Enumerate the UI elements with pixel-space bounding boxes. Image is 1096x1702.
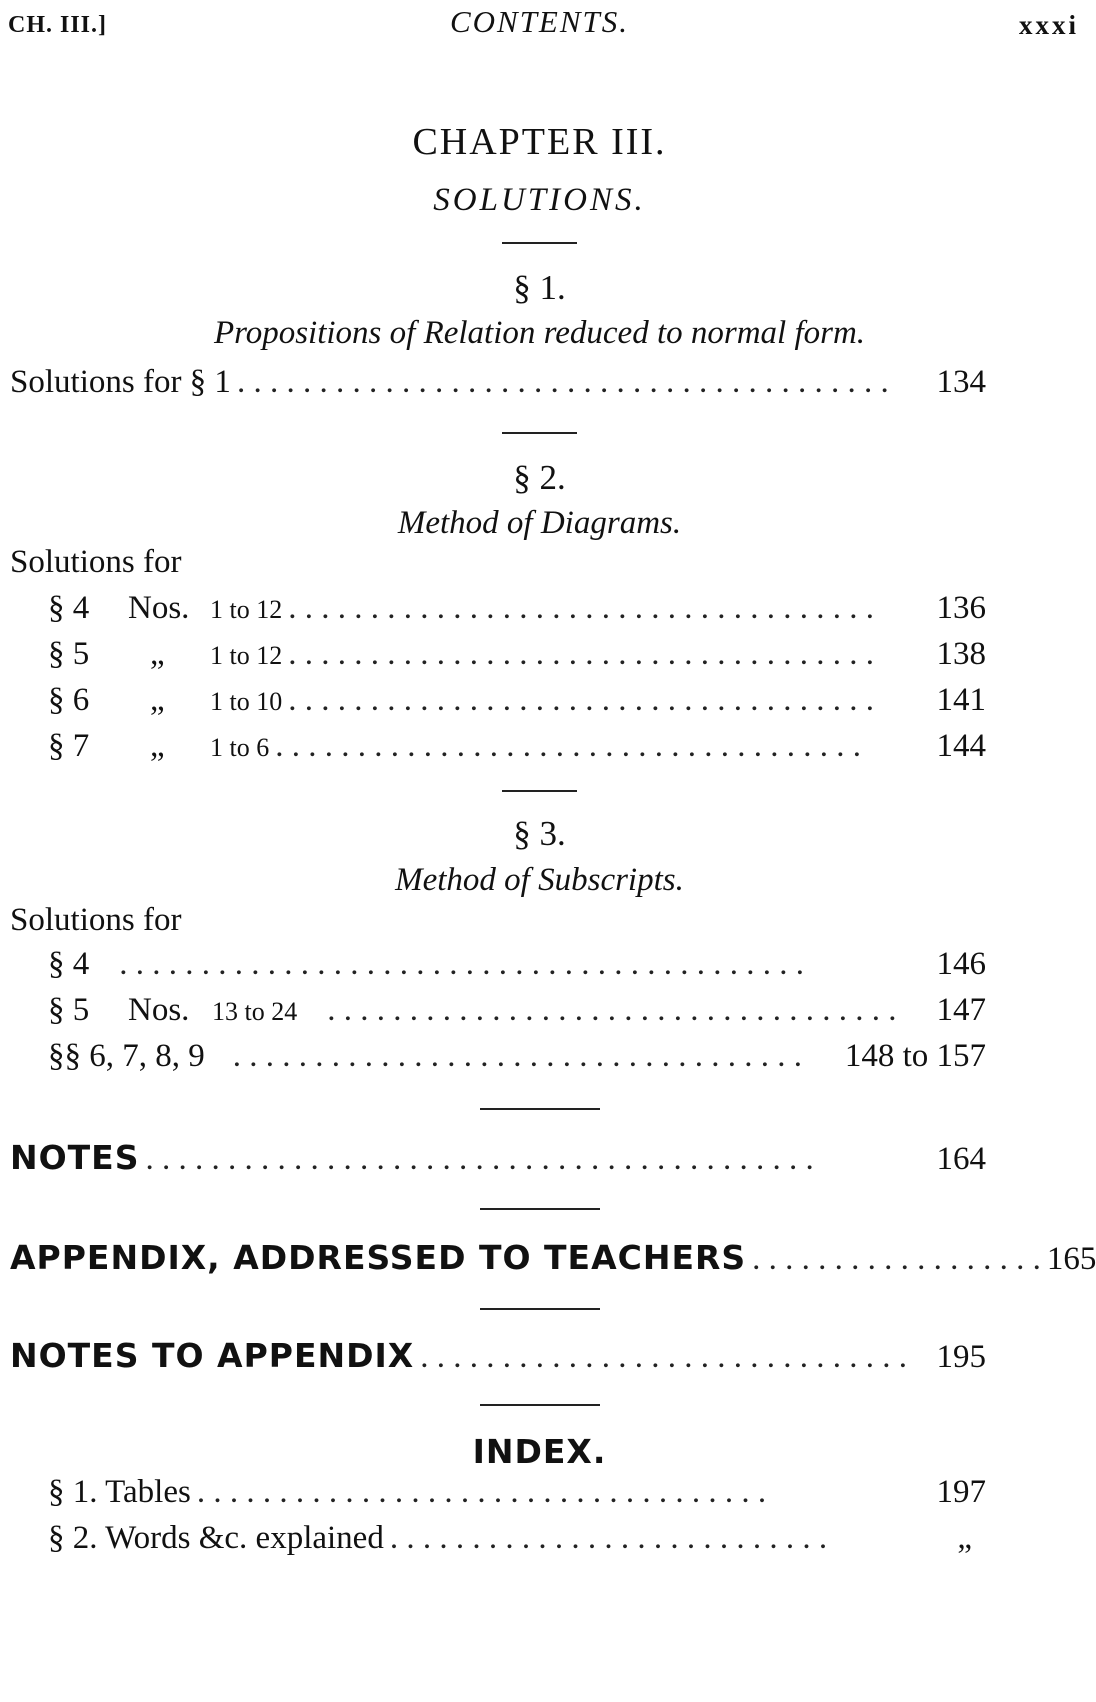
section-2-caption: Method of Diagrams. [397,505,682,541]
section-3-caption: Method of Subscripts. [395,862,684,898]
toc-entry[interactable] [48,1520,986,1557]
toc-entry[interactable] [48,992,986,1029]
leader-dots: . . . . . . . . . . . . . . . . . . . . . . . . . . . . . . . . . . . . [288,682,874,718]
divider [502,432,577,434]
index-title: INDEX. [472,1432,607,1471]
toc-entry-notes[interactable] [10,1138,986,1178]
divider [480,1404,600,1406]
running-header-chapter: CH. III.] [8,12,108,38]
toc-entry-label: § 2. Words &c. explained [48,1520,384,1556]
toc-entry-section: § 4 [48,946,90,982]
solutions-for-label: Solutions for [10,544,182,580]
toc-entry-label: NOTES TO APPENDIX [10,1336,415,1375]
running-header-title: CONTENTS. [449,4,630,39]
toc-entry-range: 1 to 12 [210,595,283,624]
leader-dots: . . . . . . . . . . . . . . . . . . . . . . . . . . . [389,1520,828,1556]
toc-entry-section: § 4 [48,590,90,626]
section-2-mark: § 2. [513,458,566,497]
toc-entry-page: 146 [936,946,986,982]
toc-entry-section: § 5 [48,992,90,1028]
toc-entry-label: NOTES [10,1138,140,1177]
divider [480,1108,600,1110]
leader-dots: . . . . . . . . . . . . . . . . . . [752,1241,1041,1277]
section-3-mark: § 3. [513,814,566,853]
toc-entry-page: 147 [936,992,986,1028]
toc-entry-section: § 5 [48,636,90,672]
leader-dots: . . . . . . . . . . . . . . . . . . . . . . . . . . . . . . . . . . . . . . . . . [145,1141,814,1177]
toc-entry-page: 141 [936,682,986,718]
leader-dots: . . . . . . . . . . . . . . . . . . . . . . . . . . . . . . . . . . . [327,992,897,1028]
toc-entry-range: 1 to 6 [210,733,270,762]
divider [480,1308,600,1310]
divider [480,1208,600,1210]
toc-entry[interactable] [10,364,986,401]
toc-entry[interactable] [48,1474,986,1511]
toc-entry-page: 164 [936,1141,986,1177]
toc-entry-label: Solutions for § 1 [10,364,231,400]
toc-entry-page: 197 [936,1474,986,1510]
toc-entry-nos: „ [150,682,165,718]
toc-entry-section: § 6 [48,682,90,718]
toc-entry[interactable] [48,590,986,627]
leader-dots: . . . . . . . . . . . . . . . . . . . . . . . . . . . . . . [420,1339,907,1375]
toc-entry-page: 134 [936,364,986,400]
toc-entry[interactable] [48,728,986,765]
toc-entry-page: 138 [936,636,986,672]
chapter-subtitle: SOLUTIONS. [433,182,646,218]
toc-entry-nos: Nos. [128,992,190,1028]
toc-entry-nos: Nos. [128,590,190,626]
toc-entry-nos: „ [150,728,165,764]
section-1-mark: § 1. [513,268,566,307]
toc-entry-range: 13 to 24 [212,997,298,1026]
toc-entry-label: § 1. Tables [48,1474,191,1510]
chapter-title: CHAPTER III. [412,121,667,163]
leader-dots: . . . . . . . . . . . . . . . . . . . . . . . . . . . . . . . . . . . . [275,728,861,764]
toc-entry-page: 136 [936,590,986,626]
toc-entry-nos: „ [150,636,165,672]
leader-dots: . . . . . . . . . . . . . . . . . . . . . . . . . . . . . . . . . . . . . . . . . . [119,946,804,982]
toc-entry[interactable] [48,946,986,983]
toc-entry-section: §§ 6, 7, 8, 9 [48,1038,205,1074]
divider [502,790,577,792]
toc-entry-page: 148 to 157 [844,1038,986,1074]
leader-dots: . . . . . . . . . . . . . . . . . . . . . . . . . . . . . . . . . . . . . . . . [236,364,889,400]
page-number: xxxi [1018,10,1079,40]
toc-entry-section: § 7 [48,728,90,764]
toc-entry-appendix[interactable] [10,1238,1096,1278]
divider [502,242,577,244]
section-1-caption: Propositions of Relation reduced to normal form. [213,315,866,351]
toc-entry[interactable] [48,636,986,673]
leader-dots: . . . . . . . . . . . . . . . . . . . . . . . . . . . . . . . . . . . . [288,636,874,672]
leader-dots: . . . . . . . . . . . . . . . . . . . . . . . . . . . . . . . . . . . [232,1038,802,1074]
toc-entry-page: 144 [936,728,986,764]
toc-entry-range: 1 to 10 [210,687,283,716]
toc-entry[interactable] [48,1038,986,1075]
leader-dots: . . . . . . . . . . . . . . . . . . . . . . . . . . . . . . . . . . . [196,1474,767,1510]
toc-entry-page: 165 [1046,1241,1096,1277]
toc-entry-label: APPENDIX, ADDRESSED TO TEACHERS [10,1238,747,1277]
toc-entry-page: 195 [936,1339,986,1375]
leader-dots: . . . . . . . . . . . . . . . . . . . . . . . . . . . . . . . . . . . . [288,590,874,626]
toc-entry-notes-to-appendix[interactable] [10,1336,986,1376]
toc-entry-range: 1 to 12 [210,641,283,670]
toc-entry-page: „ [957,1520,972,1556]
toc-entry[interactable] [48,682,986,719]
solutions-for-label: Solutions for [10,902,182,938]
